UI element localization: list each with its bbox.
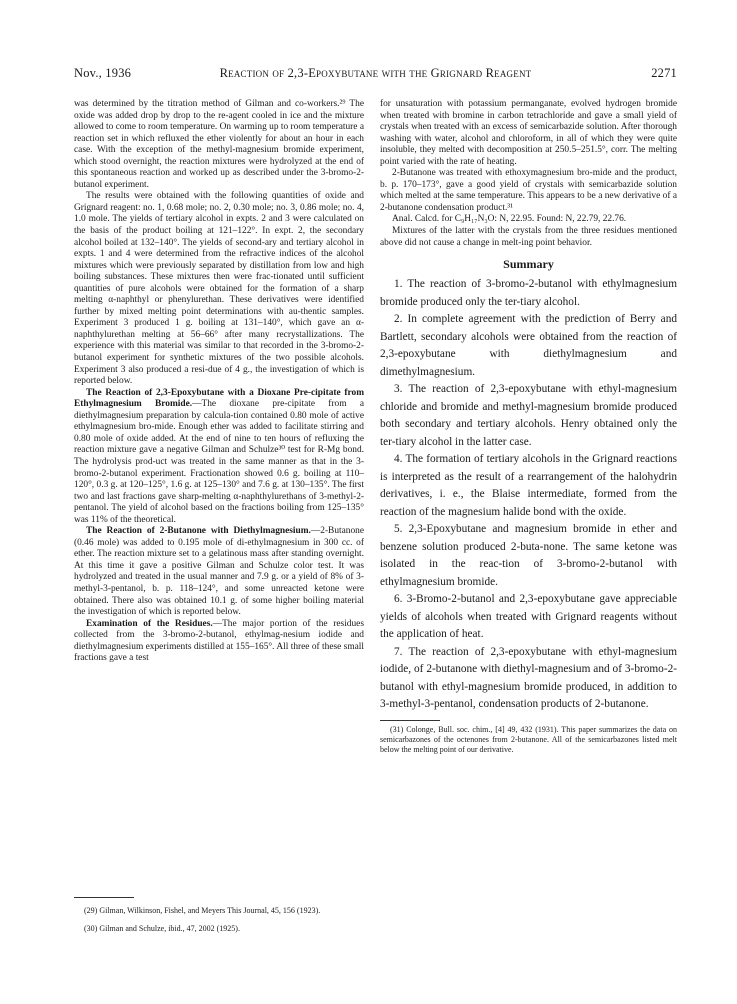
footnote-30: (30) Gilman and Schulze, ibid., 47, 2002 (1925). bbox=[84, 924, 240, 934]
footnote-rule bbox=[380, 720, 440, 721]
paragraph-continued: was determined by the titration method of Gilman and co-workers.²⁹ The oxide was added drop by drop to the re-agent cooled in ice and the mixture allowed to come to room temperature. On warming up to room temperature a reaction set in which refluxed the ether violently for about an hour in each case. With the exception of the methyl-magnesium bromide experiment, which stood overnight, the reaction mixtures were hydrolyzed at the end of this spontaneous reaction and worked up as described under the 3-bromo-2-butanol experiment. bbox=[74, 99, 364, 190]
paragraph-butanone bbox=[74, 526, 364, 618]
paragraph-residues bbox=[74, 619, 364, 665]
running-header bbox=[74, 66, 677, 82]
right-body bbox=[380, 99, 677, 249]
issue-date: Nov., 1936 bbox=[74, 66, 132, 80]
right-column bbox=[380, 99, 677, 756]
section-heading-dioxane: The Reaction of 2,3-Epoxybutane with a Dioxane Pre-cipitate from Ethylmagnesium Bromide. bbox=[74, 387, 364, 410]
summary-heading: Summary bbox=[503, 257, 554, 272]
paragraph-mixtures: Mixtures of the latter with the crystals from the three residues mentioned above did not cause a change in melt-ing point behavior. bbox=[380, 226, 677, 248]
running-title: Reaction of 2,3-Epoxybutane with the Grignard Reagent bbox=[219, 66, 532, 80]
summary-item: 5. 2,3-Epoxybutane and magnesium bromide in ether and benzene solution produced 2-buta-none. The same ketone was isolated in the reac-tion of 3-bromo-2-butanol with ethylmagnesium bromide. bbox=[380, 523, 677, 588]
footnote-rule bbox=[74, 897, 134, 898]
section-heading-butanone: The Reaction of 2-Butanone with Diethylmagnesium. bbox=[86, 526, 311, 537]
paragraph-unsaturation: for unsaturation with potassium permanganate, evolved hydrogen bromide when treated with bromine in carbon tetrachloride and gave a small yield of crystals when treated with an excess of semicarbazide solution. After thorough washing with water, alcohol and chloroform, in all of which they were quite insoluble, they melted with decomposition at 250.5–251.5°, corr. The melting point varied with the rate of heating. bbox=[380, 99, 677, 167]
section-body-butanone: —2-Butanone (0.46 mole) was added to 0.195 mole of di-ethylmagnesium in 300 cc. of ether. The reaction mixture set to a gelatinous mass after standing overnight. At this time it gave a positive Gilman and Schulze color test. It was hydrolyzed and treated in the usual manner and 7.9 g. or a yield of 8% of 3-methyl-3-pentanol, b. p. 118–124°, and some unreacted ketone were obtained. There also was obtained 10.1 g. of some higher boiling material the investigation of which is reported below. bbox=[74, 526, 364, 618]
right-footnotes bbox=[380, 720, 677, 756]
section-body-residues: —The major portion of the residues collected from the 3-bromo-2-butanol, ethylmag-nesium iodide and diethylmagnesium experiments distilled at 155–165°. All three of these small fractions gave a test bbox=[74, 618, 364, 664]
paragraph-dioxane bbox=[74, 388, 364, 527]
summary-item: 6. 3-Bromo-2-butanol and 2,3-epoxybutane gave appreciable yields of alcohols when treated with Grignard reagents without the application of heat. bbox=[380, 593, 677, 641]
summary-list bbox=[380, 276, 677, 714]
paragraph-results: The results were obtained with the following quantities of oxide and Grignard reagent: no. 1, 0.68 mole; no. 2, 0.30 mole; no. 3, 0.86 mole; no. 4, 1.0 mole. The yields of tertiary alcohol in expts. 2 and 3 were calculated on the basis of the product boiling at 121–122°. In expt. 2, the secondary alcohol boiled at 132–140°. The yields of second-ary and tertiary alcohol in expts. 1 and 4 were determined from the refractive indices of the alcohol mixtures which were previously separated by distillation from low and high boiling substances. These mixtures then were frac-tionated until sufficient quantities of pure alcohols were obtained for the formation of a sharp melting α-naphthyl or phenylurethan. These derivatives were identified further by mixed melting point determinations with au-thentic samples. Experiment 3 produced 1 g. boiling at 131–140°, which gave an α-naphthylurethan melting at 56–66° after many recrystallizations. The experience with this material was similar to that recorded in the 3-bromo-2-butanol experiment for synthetic mixtures of the two possible alcohols. Experiment 3 also produced a resi-due of 4 g., the investigation of which is reported below. bbox=[74, 191, 364, 387]
summary-item: 4. The formation of tertiary alcohols in the Grignard reactions is interpreted as the result of a rearrangement of the halohydrin derivatives, i. e., the Blaise intermediate, formed from the reaction of the magnesium halide bond with the oxide. bbox=[380, 453, 677, 518]
summary-item: 1. The reaction of 3-bromo-2-butanol with ethylmagnesium bromide produced only the ter-tiary alcohol. bbox=[380, 278, 677, 308]
paragraph-ethoxymagnesium: 2-Butanone was treated with ethoxymagnesium bro-mide and the product, b. p. 170–173°, gave a good yield of crystals with semicarbazide solution which melted at the same temperature. This appears to be a new derivative of a 2-butanone condensation product.³¹ bbox=[380, 168, 677, 213]
left-column bbox=[74, 99, 364, 665]
paragraph-analysis: Anal. Calcd. for C₉H₁₇N₃O: N, 22.95. Found: N, 22.79, 22.76. bbox=[392, 214, 627, 225]
footnote-31: (31) Colonge, Bull. soc. chim., [4] 49, 432 (1931). This paper summarizes the data on semicarbazones of the octenones from 2-butanone. All of the semicarbazones listed melt below the melting point of our derivative. bbox=[380, 724, 677, 755]
section-heading-residues: Examination of the Residues. bbox=[86, 618, 213, 629]
left-footnotes bbox=[74, 893, 364, 943]
page-number: 2271 bbox=[651, 66, 677, 80]
summary-item: 3. The reaction of 2,3-epoxybutane with ethyl-magnesium chloride and bromide and methyl-magnesium bromide produced both secondary and tertiary alcohols. Henry obtained only the ter-tiary alcohol in the latter case. bbox=[380, 383, 677, 448]
summary-item: 7. The reaction of 2,3-epoxybutane with ethyl-magnesium iodide, of 2-butanone with diethyl-magnesium and of 3-bromo-2-butanol with ethyl-magnesium bromide produced, in addition to 3-methyl-3-pentanol, condensation products of 2-butanone. bbox=[380, 645, 677, 711]
summary-item: 2. In complete agreement with the prediction of Berry and Bartlett, secondary alcohols were obtained from the reaction of 2,3-epoxybutane with diethylmagnesium and dimethylmagnesium. bbox=[380, 313, 677, 378]
footnote-29: (29) Gilman, Wilkinson, Fishel, and Meyers This Journal, 45, 156 (1923). bbox=[84, 906, 321, 915]
section-body-dioxane: —The dioxane pre-cipitate from a diethylmagnesium preparation by calcula-tion contained 0.80 mole of active ethylmagnesium bro-mide. Enough ether was added to facilitate stirring and 0.80 mole of oxide added. At the end of nine to ten hours of refluxing the reaction mixture gave a negative Gilman and Schulze³⁰ test for R-Mg bond. The hydrolysis prod-uct was treated in the same manner as that in the 3-bromo-2-butanol experiment. Fractionation showed 0.6 g. boiling at 110–120°, 0.3 g. at 120–125°, 1.6 g. at 125–130° and 7.6 g. at 130–135°. The first two and last fractions gave sharp-melting α-naphthylurethans of 3-methyl-2-pentanol. The yield of alcohol based on the fractions boiling from 125–135° was 11% of the theoretical. bbox=[74, 399, 364, 525]
